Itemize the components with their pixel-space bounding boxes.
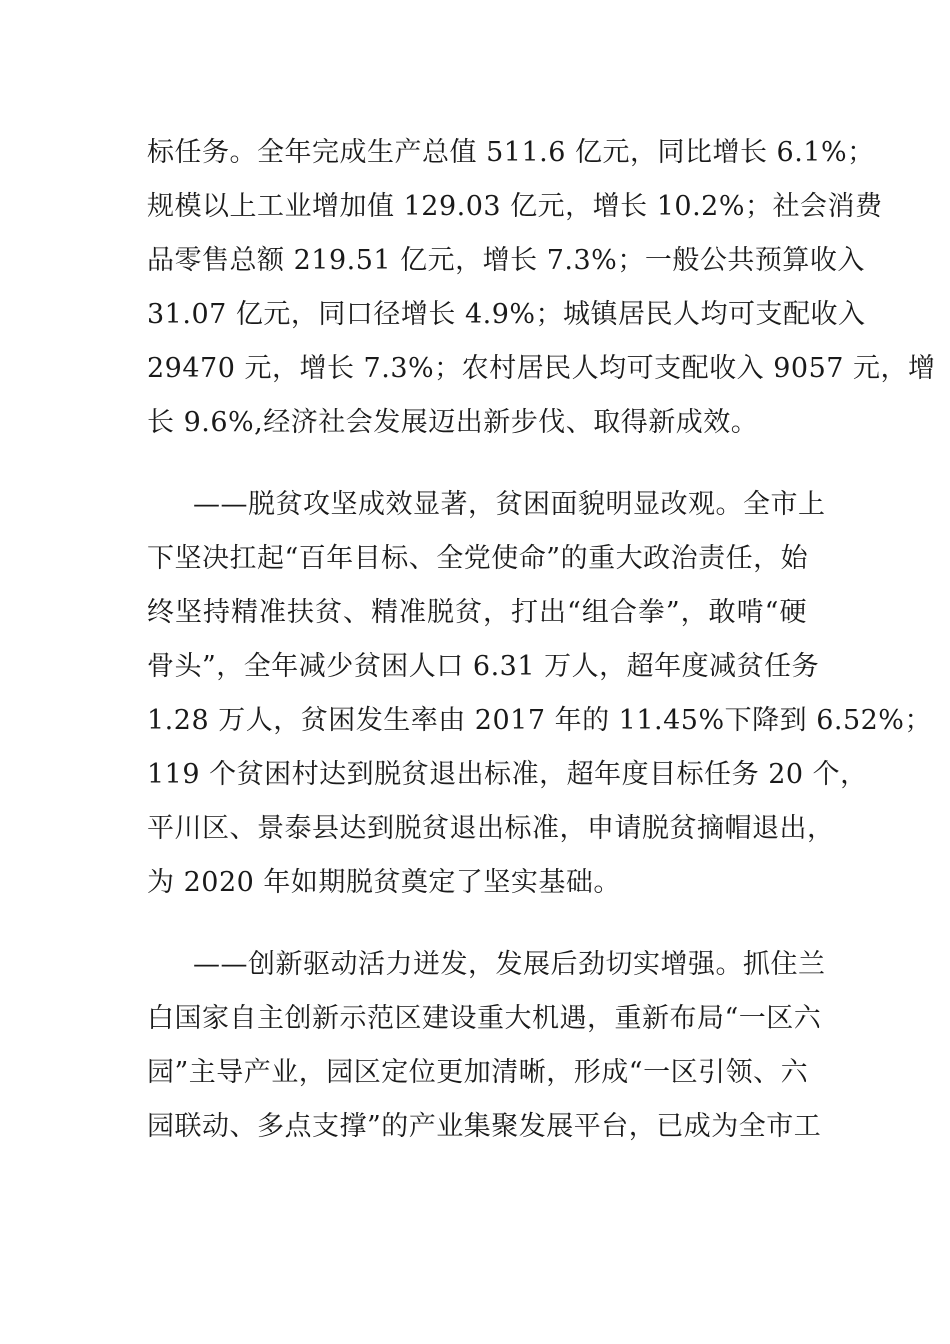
text-line: 1.28 万人，贫困发生率由 2017 年的 11.45%下降到 6.52%； [147,705,932,736]
text-line: 规模以上工业增加值 129.03 亿元，增长 10.2%；社会消费 [147,191,883,222]
text-line: ——创新驱动活力迸发，发展后劲切实增强。抓住兰 [193,949,826,980]
text-line: 平川区、景泰县达到脱贫退出标准，申请脱贫摘帽退出， [147,813,835,844]
text-line: 园”主导产业，园区定位更加清晰，形成“一区引领、六 [147,1057,809,1088]
text-line: 为 2020 年如期脱贫奠定了坚实基础。 [147,867,621,898]
text-line: 白国家自主创新示范区建设重大机遇，重新布局“一区六 [147,1003,822,1034]
text-line: 31.07 亿元，同口径增长 4.9%；城镇居民人均可支配收入 [147,299,866,330]
text-line: 标任务。全年完成生产总值 511.6 亿元，同比增长 6.1%； [147,137,875,168]
text-line: 下坚决扛起“百年目标、全党使命”的重大政治责任，始 [147,543,809,574]
text-line: 园联动、多点支撑”的产业集聚发展平台，已成为全市工 [147,1111,822,1142]
text-line: ——脱贫攻坚成效显著，贫困面貌明显改观。全市上 [193,489,826,520]
text-line: 终坚持精准扶贫、精准脱贫，打出“组合拳”，敢啃“硬 [147,597,807,628]
text-line: 119 个贫困村达到脱贫退出标准，超年度目标任务 20 个， [147,759,868,790]
text-line: 长 9.6%,经济社会发展迈出新步伐、取得新成效。 [147,407,759,438]
text-line: 品零售总额 219.51 亿元，增长 7.3%；一般公共预算收入 [147,245,865,276]
text-line: 骨头”，全年减少贫困人口 6.31 万人，超年度减贫任务 [147,651,820,682]
text-line: 29470 元，增长 7.3%；农村居民人均可支配收入 9057 元，增 [147,353,936,384]
